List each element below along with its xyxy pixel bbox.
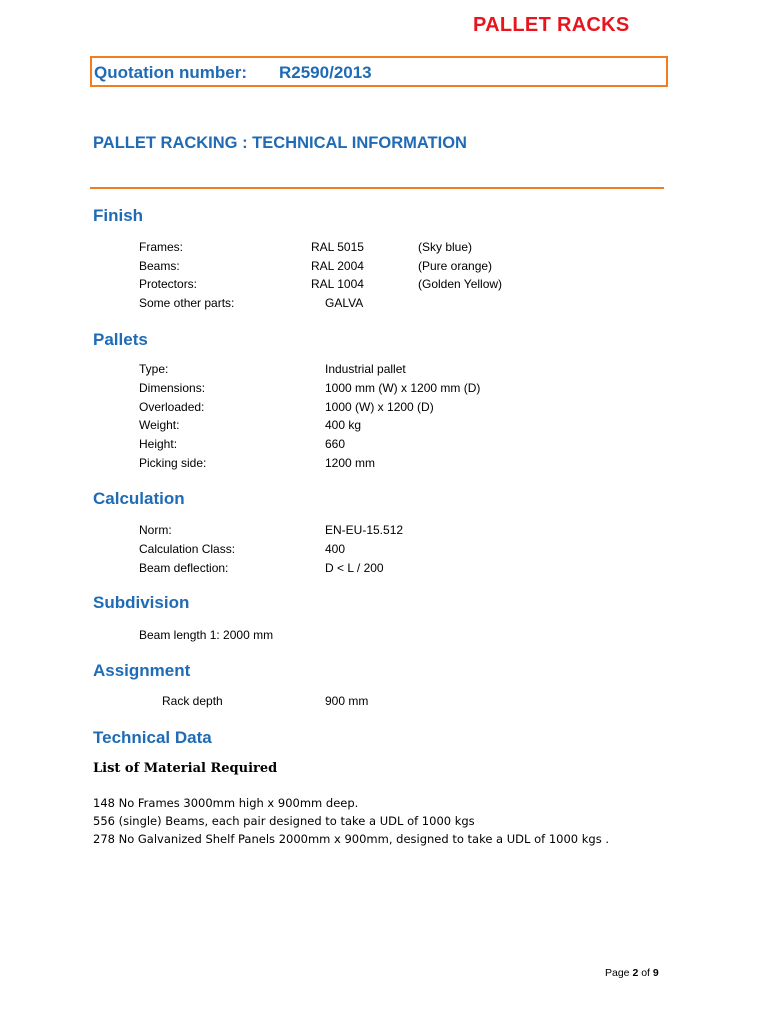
pallets-value: 1200 mm xyxy=(325,456,376,470)
assignment-label: Rack depth xyxy=(162,694,223,708)
calculation-title: Calculation xyxy=(93,489,185,508)
pallets-value: 400 kg xyxy=(325,418,362,432)
finish-note: (Sky blue) xyxy=(418,240,473,254)
pallets-value: 1000 (W) x 1200 (D) xyxy=(325,400,434,414)
material-list-title: List of Material Required xyxy=(93,761,278,776)
assignment-title: Assignment xyxy=(93,661,191,680)
assignment-value: 900 mm xyxy=(325,694,369,708)
quotation-number: R2590/2013 xyxy=(279,63,372,82)
finish-note: (Golden Yellow) xyxy=(418,277,503,291)
finish-label: Beams: xyxy=(139,259,180,273)
pallets-label: Picking side: xyxy=(139,456,207,470)
calculation-label: Calculation Class: xyxy=(139,542,236,556)
pallets-label: Weight: xyxy=(139,418,180,432)
page-word: Page xyxy=(605,967,630,979)
total-pages: 9 xyxy=(652,967,659,979)
calculation-label: Norm: xyxy=(139,523,172,537)
document-title: PALLET RACKS xyxy=(473,14,630,36)
pallets-label: Type: xyxy=(139,362,169,376)
current-page: 2 xyxy=(632,967,639,979)
calculation-value: D < L / 200 xyxy=(325,561,384,575)
material-line: 148 No Frames 3000mm high x 900mm deep. xyxy=(93,796,359,810)
calculation-label: Beam deflection: xyxy=(139,561,229,575)
quotation-label: Quotation number: xyxy=(94,63,247,82)
finish-note: (Pure orange) xyxy=(418,259,493,273)
finish-title: Finish xyxy=(93,206,144,225)
pallets-title: Pallets xyxy=(93,330,148,349)
finish-label: Protectors: xyxy=(139,277,198,291)
pallets-value: Industrial pallet xyxy=(325,362,406,376)
finish-value: RAL 2004 xyxy=(311,259,364,273)
finish-value: RAL 1004 xyxy=(311,277,364,291)
calculation-value: EN-EU-15.512 xyxy=(325,523,404,537)
page-number xyxy=(605,967,659,979)
pallets-label: Height: xyxy=(139,437,178,451)
pallets-label: Dimensions: xyxy=(139,381,206,395)
pallets-value: 660 xyxy=(325,437,346,451)
heading-divider xyxy=(90,187,664,189)
material-line: 278 No Galvanized Shelf Panels 2000mm x 900mm, designed to take a UDL of 1000 kgs . xyxy=(93,832,610,846)
finish-value: GALVA xyxy=(325,296,364,310)
finish-value: RAL 5015 xyxy=(311,240,364,254)
finish-label: Some other parts: xyxy=(139,296,235,310)
of-word: of xyxy=(641,967,650,979)
section-heading: PALLET RACKING : TECHNICAL INFORMATION xyxy=(93,134,467,152)
material-line: 556 (single) Beams, each pair designed to take a UDL of 1000 kgs xyxy=(93,814,475,828)
quotation-box xyxy=(90,56,668,87)
pallets-value: 1000 mm (W) x 1200 mm (D) xyxy=(325,381,481,395)
subdivision-title: Subdivision xyxy=(93,593,190,612)
pallets-label: Overloaded: xyxy=(139,400,205,414)
technical-data-title: Technical Data xyxy=(93,728,212,747)
subdivision-line: Beam length 1: 2000 mm xyxy=(139,628,274,642)
calculation-value: 400 xyxy=(325,542,346,556)
finish-label: Frames: xyxy=(139,240,184,254)
